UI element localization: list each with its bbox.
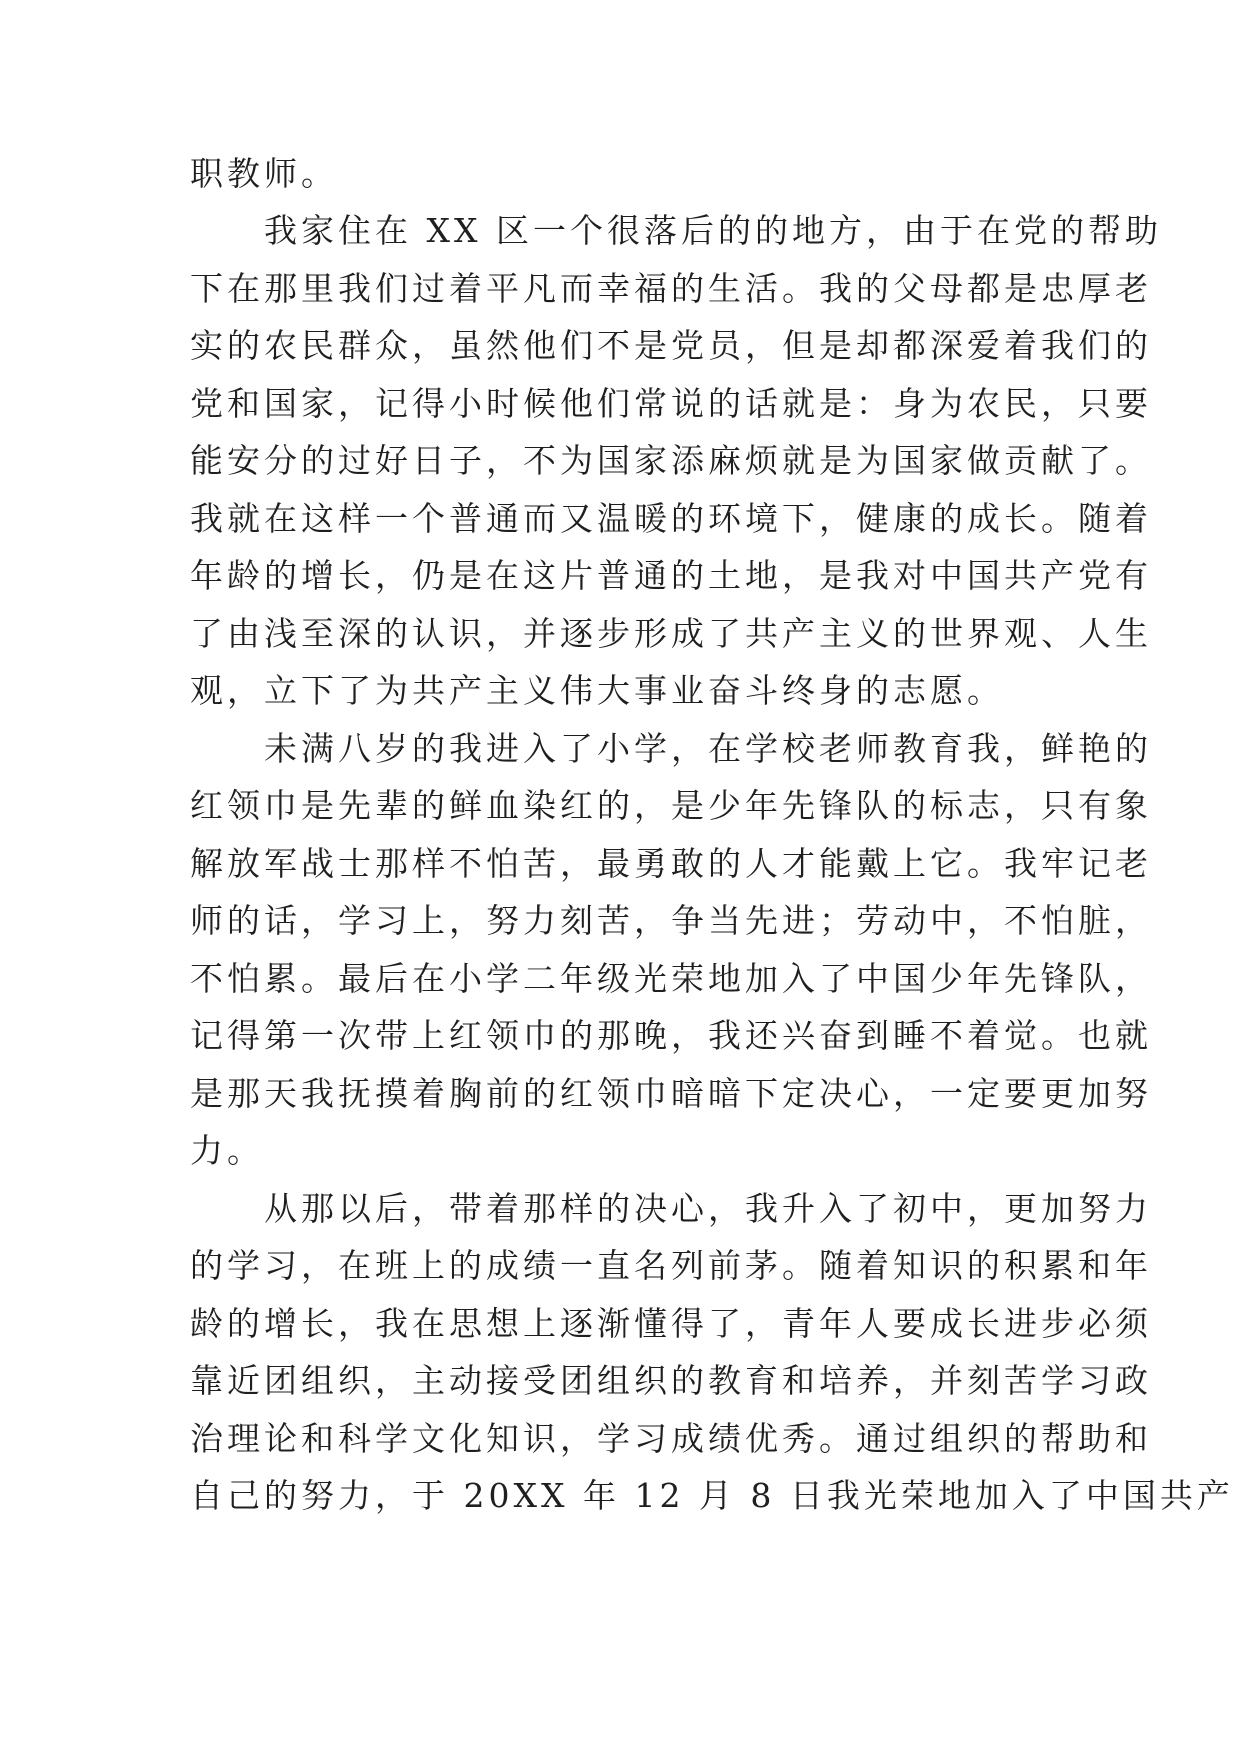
text-line: 靠近团组织，主动接受团组织的教育和培养，并刻苦学习政 — [190, 1361, 1152, 1400]
text-line: 观，立下了为共产主义伟大事业奋斗终身的志愿。 — [190, 671, 1004, 710]
text-line: 了由浅至深的认识，并逐步形成了共产主义的世界观、人生 — [190, 614, 1152, 653]
text-line: 我就在这样一个普通而又温暖的环境下，健康的成长。随着 — [190, 499, 1152, 538]
text-line: 的学习，在班上的成绩一直名列前茅。随着知识的积累和年 — [190, 1246, 1152, 1285]
text-line: 能安分的过好日子，不为国家添麻烦就是为国家做贡献了。 — [190, 441, 1152, 480]
text-line: 治理论和科学文化知识，学习成绩优秀。通过组织的帮助和 — [190, 1419, 1152, 1458]
paragraph-first-line: 从那以后，带着那样的决心，我升入了初中，更加努力 — [264, 1189, 1152, 1228]
paragraph-first-line: 未满八岁的我进入了小学，在学校老师教育我，鲜艳的 — [264, 729, 1152, 768]
text-line: 年龄的增长，仍是在这片普通的土地，是我对中国共产党有 — [190, 556, 1152, 595]
text-line: 不怕累。最后在小学二年级光荣地加入了中国少年先锋队， — [190, 959, 1152, 998]
text-line: 下在那里我们过着平凡而幸福的生活。我的父母都是忠厚老 — [190, 269, 1152, 308]
text-line: 自己的努力，于 20XX 年 12 月 8 日我光荣地加入了中国共产 — [190, 1476, 1234, 1515]
text-line: 党和国家，记得小时候他们常说的话就是：身为农民，只要 — [190, 384, 1152, 423]
paragraph-first-line: 我家住在 XX 区一个很落后的的地方，由于在党的帮助 — [264, 211, 1162, 250]
text-line: 解放军战士那样不怕苦，最勇敢的人才能戴上它。我牢记老 — [190, 844, 1152, 883]
text-line: 职教师。 — [190, 154, 338, 193]
text-line: 红领巾是先辈的鲜血染红的，是少年先锋队的标志，只有象 — [190, 786, 1152, 825]
text-line: 龄的增长，我在思想上逐渐懂得了，青年人要成长进步必须 — [190, 1304, 1152, 1343]
text-line: 是那天我抚摸着胸前的红领巾暗暗下定决心，一定要更加努 — [190, 1074, 1152, 1113]
text-line: 师的话，学习上，努力刻苦，争当先进；劳动中，不怕脏， — [190, 901, 1152, 940]
text-line: 力。 — [190, 1131, 264, 1170]
text-line: 记得第一次带上红领巾的那晚，我还兴奋到睡不着觉。也就 — [190, 1016, 1152, 1055]
text-line: 实的农民群众，虽然他们不是党员，但是却都深爱着我们的 — [190, 326, 1152, 365]
